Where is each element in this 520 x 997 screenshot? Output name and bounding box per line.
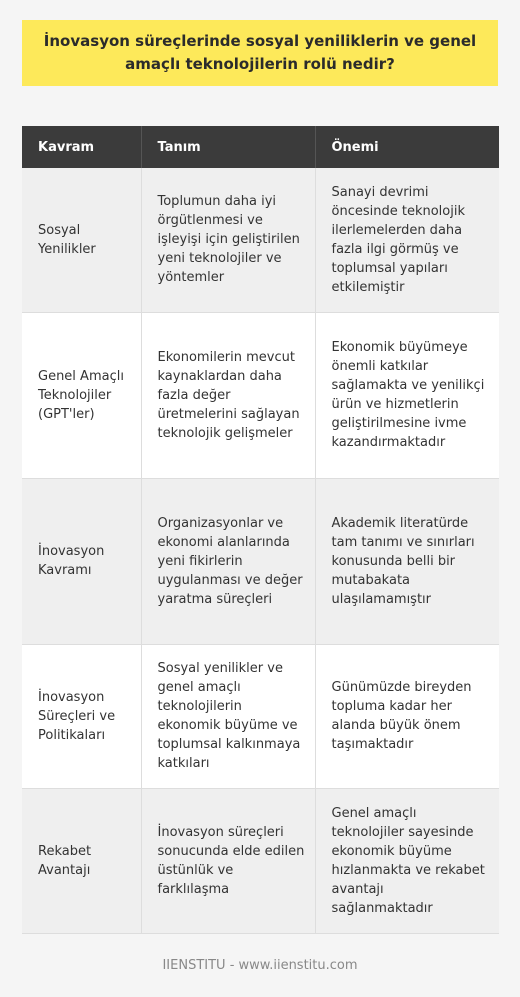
cell-onemi: Akademik literatürde tam tanımı ve sınırları konusunda belli bir mutabakata ulaşılamamıştır — [315, 478, 499, 644]
cell-onemi: Sanayi devrimi öncesinde teknolojik ilerlemelerden daha fazla ilgi görmüş ve toplumsal yapıları etkilemiştir — [315, 168, 499, 312]
cell-kavram: Sosyal Yenilikler — [22, 168, 141, 312]
table-row — [22, 644, 499, 788]
page-title: İnovasyon süreçlerinde sosyal yeniliklerin ve genel amaçlı teknolojilerin rolü nedir? — [43, 32, 477, 73]
cell-tanim: Organizasyonlar ve ekonomi alanlarında yeni fikirlerin uygulanması ve değer yaratma süreçleri — [141, 478, 315, 644]
cell-tanim: Sosyal yenilikler ve genel amaçlı teknolojilerin ekonomik büyüme ve toplumsal kalkınmaya katkıları — [141, 644, 315, 788]
cell-onemi: Ekonomik büyümeye önemli katkılar sağlamakta ve yenilikçi ürün ve hizmetlerin geliştirilmesine ivme kazandırmaktadır — [315, 312, 499, 478]
cell-tanim: İnovasyon süreçleri sonucunda elde edilen üstünlük ve farklılaşma — [141, 788, 315, 933]
table-header-row — [22, 126, 499, 168]
header-kavram: Kavram — [22, 126, 141, 168]
cell-onemi: Günümüzde bireyden topluma kadar her alanda büyük önem taşımaktadır — [315, 644, 499, 788]
footer-credit: IIENSTITU - www.iienstitu.com — [162, 958, 358, 973]
cell-kavram: Genel Amaçlı Teknolojiler (GPT'ler) — [22, 312, 141, 478]
cell-tanim: Toplumun daha iyi örgütlenmesi ve işleyişi için geliştirilen yeni teknolojiler ve yöntemler — [141, 168, 315, 312]
cell-tanim: Ekonomilerin mevcut kaynaklardan daha fazla değer üretmelerini sağlayan teknolojik gelişmeler — [141, 312, 315, 478]
concept-table — [22, 126, 499, 934]
table-row — [22, 478, 499, 644]
cell-kavram: İnovasyon Kavramı — [22, 478, 141, 644]
title-banner — [22, 20, 498, 86]
table-row — [22, 788, 499, 933]
header-tanim: Tanım — [141, 126, 315, 168]
cell-kavram: Rekabet Avantajı — [22, 788, 141, 933]
table-row — [22, 312, 499, 478]
cell-onemi: Genel amaçlı teknolojiler sayesinde ekonomik büyüme hızlanmakta ve rekabet avantajı sağlanmaktadır — [315, 788, 499, 933]
cell-kavram: İnovasyon Süreçleri ve Politikaları — [22, 644, 141, 788]
table-row — [22, 168, 499, 312]
header-onemi: Önemi — [315, 126, 499, 168]
